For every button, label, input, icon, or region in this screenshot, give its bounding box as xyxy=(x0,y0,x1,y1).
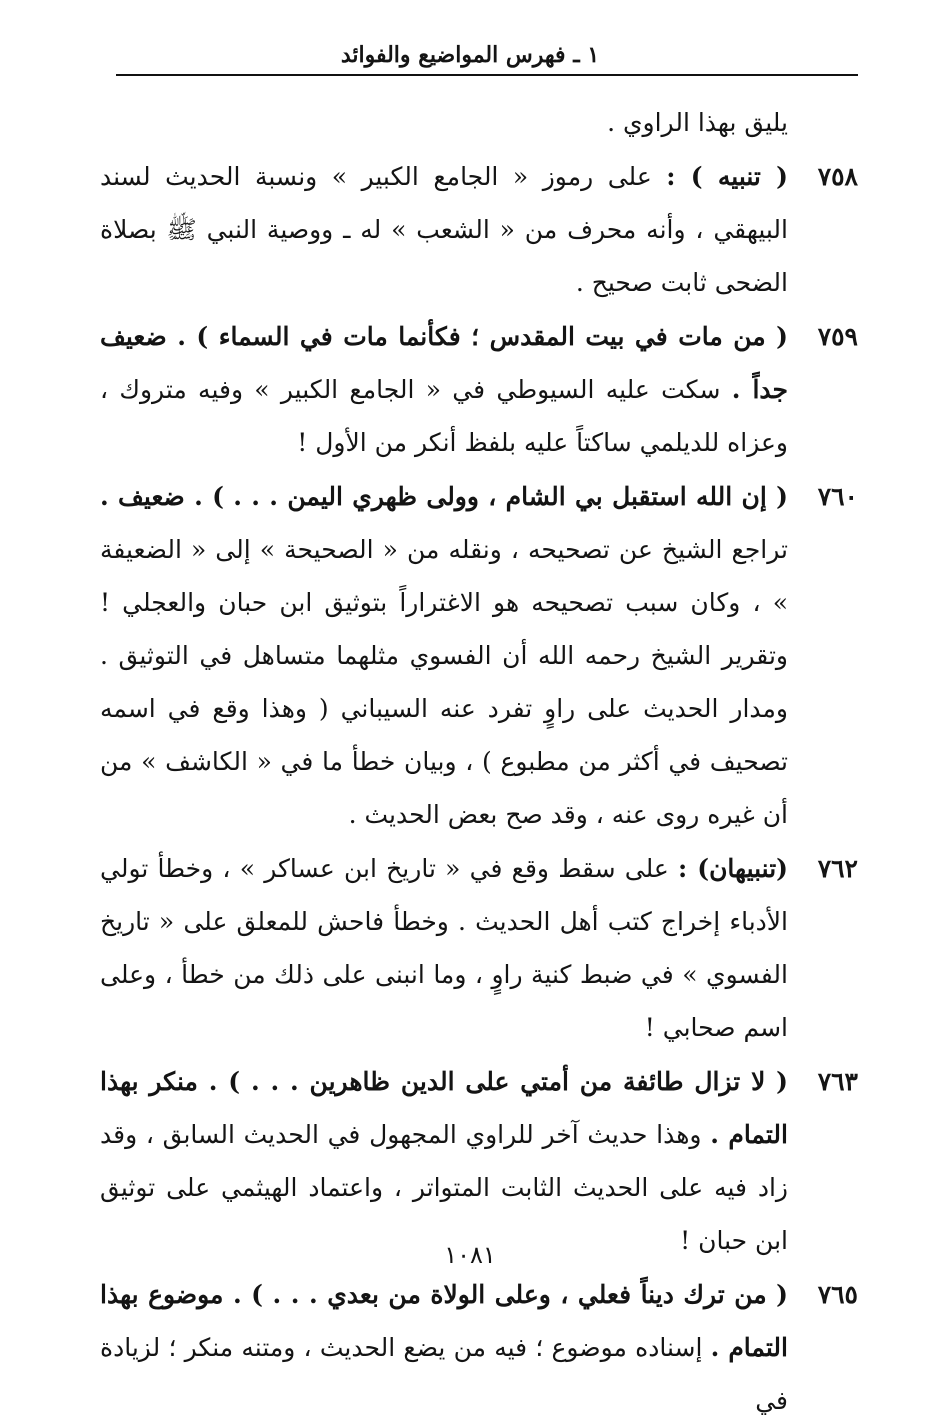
entry-heading: ( لا تزال طائفة من أمتي على الدين ظاهرين . . . ) . منكر بهذا التمام . xyxy=(100,1067,788,1149)
page-number: ١٠٨١ xyxy=(444,1241,496,1269)
index-body xyxy=(100,96,858,1427)
entry-text: إسناده موضوع ؛ فيه من يضع الحديث ، ومتنه منكر ؛ لزيادة في xyxy=(100,1333,788,1415)
entry-text: سكت عليه السيوطي في « الجامع الكبير » وفيه متروك ، وعزاه للديلمي ساكتاً عليه بلفظ أنكر من الأول ! xyxy=(100,375,788,457)
entry-number: ٧٥٨ xyxy=(817,162,858,191)
header-rule xyxy=(116,74,858,76)
entry-body xyxy=(100,470,788,841)
entry-text: وهذا حديث آخر للراوي المجهول في الحديث السابق ، وقد زاد فيه على الحديث الثابت المتواتر ، واعتماد الهيثمي على توثيق ابن حبان ! xyxy=(100,1120,788,1255)
index-entry-758 xyxy=(100,150,858,309)
entry-body xyxy=(100,1055,788,1267)
entry-heading: ( من مات في بيت المقدس ؛ فكأنما مات في السماء ) . ضعيف جداً . xyxy=(100,322,789,404)
entry-text: تراجع الشيخ عن تصحيحه ، ونقله من « الصحيحة » إلى « الضعيفة » ، وكان سبب تصحيحه هو الاغتراراً بتوثيق ابن حبان والعجلي ! وتقرير الشيخ رحمه الله أن الفسوي مثلهما متساهل في التوثيق . ومدار الحديث على راوٍ تفرد عنه السيباني ( وهذا وقع في اسمه تصحيف في أكثر من مطبوع ) ، وبيان خطأ ما في « الكاشف » من أن غيره روى عنه ، وقد صح بعض الحديث . xyxy=(100,535,788,829)
entry-number: ٧٦٥ xyxy=(817,1280,858,1309)
index-entry-760 xyxy=(100,470,858,841)
index-entry-762 xyxy=(100,842,858,1054)
entry-body xyxy=(100,1268,788,1427)
entry-heading: ( إن الله استقبل بي الشام ، وولى ظهري اليمن . . . ) . ضعيف . xyxy=(100,482,788,511)
entry-text: على سقط وقع في « تاريخ ابن عساكر » ، وخطأ تولي الأدباء إخراج كتب أهل الحديث . وخطأ فاحش للمعلق على « تاريخ الفسوي » في ضبط كنية راوٍ ، وما انبنى على ذلك من خطأ ، وعلى اسم صحابي ! xyxy=(100,854,788,1042)
continuation-text: يليق بهذا الراوي . xyxy=(607,108,788,137)
entry-text: على رموز « الجامع الكبير » ونسبة الحديث لسند البيهقي ، وأنه محرف من « الشعب » له ـ ووصية النبي ﷺ بصلاة الضحى ثابت صحيح . xyxy=(100,162,788,297)
entry-body xyxy=(100,842,788,1054)
running-title: ١ ـ فهرس المواضيع والفوائد xyxy=(340,42,600,68)
index-entry-763 xyxy=(100,1055,858,1267)
entry-heading: ( تنبيه ) : xyxy=(666,162,788,191)
index-entry-765 xyxy=(100,1268,858,1427)
entry-number: ٧٦٠ xyxy=(817,482,858,511)
entry-number: ٧٦٣ xyxy=(817,1067,858,1096)
entry-number: ٧٥٩ xyxy=(817,322,858,351)
entry-body xyxy=(100,150,788,309)
index-entry-759 xyxy=(100,310,858,469)
entry-heading: (تنبيهان) : xyxy=(678,854,788,883)
entry-number: ٧٦٢ xyxy=(817,854,858,883)
entry-body xyxy=(100,310,788,469)
entry-heading: ( من ترك ديناً فعلي ، وعلى الولاة من بعدي . . . ) . موضوع بهذا التمام . xyxy=(100,1280,788,1362)
